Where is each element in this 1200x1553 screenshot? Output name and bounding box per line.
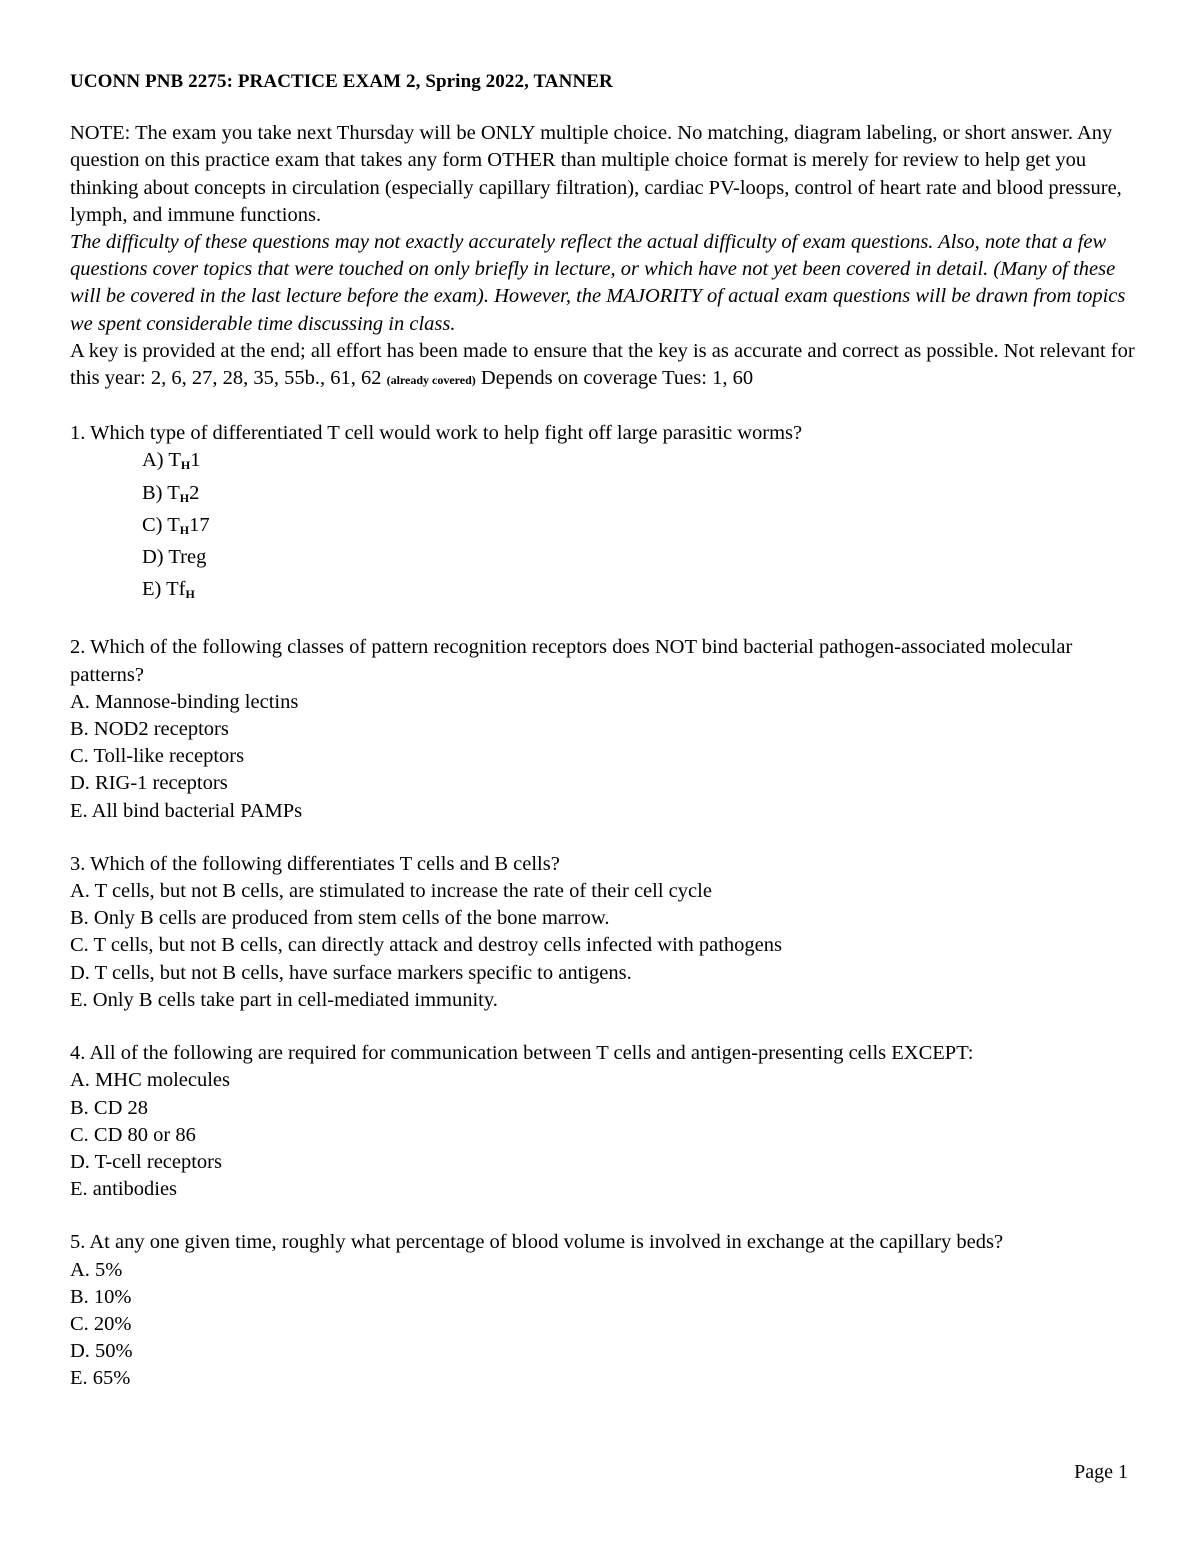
answer-option-e: E. Only B cells take part in cell-mediated immunity. bbox=[70, 988, 498, 1011]
option-prefix: B) T bbox=[142, 481, 180, 504]
question-5 bbox=[70, 1229, 1140, 1392]
answer-option-e: E. 65% bbox=[70, 1367, 131, 1390]
answer-option-b: B. NOD2 receptors bbox=[70, 718, 229, 741]
note-already-covered: (already covered) bbox=[386, 373, 476, 388]
note-coverage: Depends on coverage Tues: 1, 60 bbox=[480, 367, 754, 390]
answer-option-b bbox=[142, 480, 1140, 512]
answer-option-a bbox=[142, 447, 1140, 479]
answer-options bbox=[70, 447, 1140, 608]
question-stem: 5. At any one given time, roughly what percentage of blood volume is involved in exchange at the capillary beds? bbox=[70, 1231, 1004, 1254]
answer-options bbox=[70, 878, 1140, 1014]
option-suffix: 2 bbox=[189, 481, 200, 504]
exam-page bbox=[70, 68, 1140, 1393]
answer-option-a: A. T cells, but not B cells, are stimulated to increase the rate of their cell cycle bbox=[70, 880, 712, 903]
answer-option-c: C. 20% bbox=[70, 1312, 132, 1335]
answer-option-a: A. MHC molecules bbox=[70, 1069, 230, 1092]
answer-option-d: D. T cells, but not B cells, have surface markers specific to antigens. bbox=[70, 961, 632, 984]
exam-note bbox=[70, 120, 1140, 394]
answer-option-d: D. 50% bbox=[70, 1340, 133, 1363]
question-2 bbox=[70, 634, 1140, 824]
option-suffix: 17 bbox=[189, 513, 210, 536]
answer-options bbox=[70, 1257, 1140, 1393]
question-4 bbox=[70, 1040, 1140, 1203]
answer-option-a: A. Mannose-binding lectins bbox=[70, 690, 299, 713]
question-3 bbox=[70, 851, 1140, 1014]
option-subscript: H bbox=[185, 587, 195, 602]
note-italic-paragraph: The difficulty of these questions may not exactly accurately reflect the actual difficulty of exam questions. Also, note that a few questions cover topics that were touched on only briefly in lecture, or which have not yet been covered in detail. (Many of these will be covered in the last lecture before the exam). However, the MAJORITY of actual exam questions will be drawn from topics we spent considerable time discussing in class. bbox=[70, 231, 1126, 335]
answer-option-e: E. All bind bacterial PAMPs bbox=[70, 799, 303, 822]
note-key-paragraph bbox=[70, 338, 1140, 394]
answer-option-e bbox=[142, 576, 1140, 608]
answer-option-c bbox=[142, 512, 1140, 544]
answer-option-b: B. CD 28 bbox=[70, 1096, 149, 1119]
answer-option-b: B. 10% bbox=[70, 1285, 132, 1308]
note-paragraph: NOTE: The exam you take next Thursday will be ONLY multiple choice. No matching, diagram labeling, or short answer. Any question on this practice exam that takes any form OTHER than multiple choice format is merely for review to help get you thinking about concepts in circulation (especially capillary filtration), cardiac PV-loops, control of heart rate and blood pressure, lymph, and immune functions. bbox=[70, 122, 1122, 226]
exam-title: UCONN PNB 2275: PRACTICE EXAM 2, Spring 2022, TANNER bbox=[70, 71, 613, 92]
answer-option-c: C. T cells, but not B cells, can directly attack and destroy cells infected with pathogens bbox=[70, 934, 782, 957]
answer-option-c: C. CD 80 or 86 bbox=[70, 1123, 196, 1146]
option-prefix: C) T bbox=[142, 513, 180, 536]
question-1 bbox=[70, 420, 1140, 608]
question-stem: 3. Which of the following differentiates T cells and B cells? bbox=[70, 852, 560, 875]
page-number: Page 1 bbox=[1074, 1461, 1128, 1483]
answer-option-c: C. Toll-like receptors bbox=[70, 745, 245, 768]
question-stem: 2. Which of the following classes of pattern recognition receptors does NOT bind bacterial pathogen-associated molecular patterns? bbox=[70, 636, 1073, 686]
question-stem: 1. Which type of differentiated T cell would work to help fight off large parasitic worms? bbox=[70, 422, 803, 445]
answer-options bbox=[70, 689, 1140, 825]
option-prefix: D) Treg bbox=[142, 546, 207, 569]
option-subscript: H bbox=[180, 458, 191, 473]
option-subscript: H bbox=[179, 522, 190, 537]
question-stem: 4. All of the following are required for communication between T cells and antigen-presenting cells EXCEPT: bbox=[70, 1042, 974, 1065]
note-key-text: A key is provided at the end; all effort has been made to ensure that the key is as accurate and correct as possible. Not relevant for this year: 2, 6, 27, 28, 35, 55b., 61, 62 bbox=[70, 339, 1135, 390]
answer-option-d bbox=[142, 544, 1140, 576]
option-suffix: 1 bbox=[190, 449, 201, 472]
answer-option-b: B. Only B cells are produced from stem cells of the bone marrow. bbox=[70, 907, 610, 930]
answer-option-a: A. 5% bbox=[70, 1258, 123, 1281]
answer-option-e: E. antibodies bbox=[70, 1178, 178, 1201]
option-prefix: E) Tf bbox=[142, 578, 186, 601]
answer-options bbox=[70, 1067, 1140, 1203]
answer-option-d: D. T-cell receptors bbox=[70, 1150, 222, 1173]
option-prefix: A) T bbox=[142, 449, 181, 472]
answer-option-d: D. RIG-1 receptors bbox=[70, 772, 228, 795]
option-subscript: H bbox=[179, 490, 190, 505]
